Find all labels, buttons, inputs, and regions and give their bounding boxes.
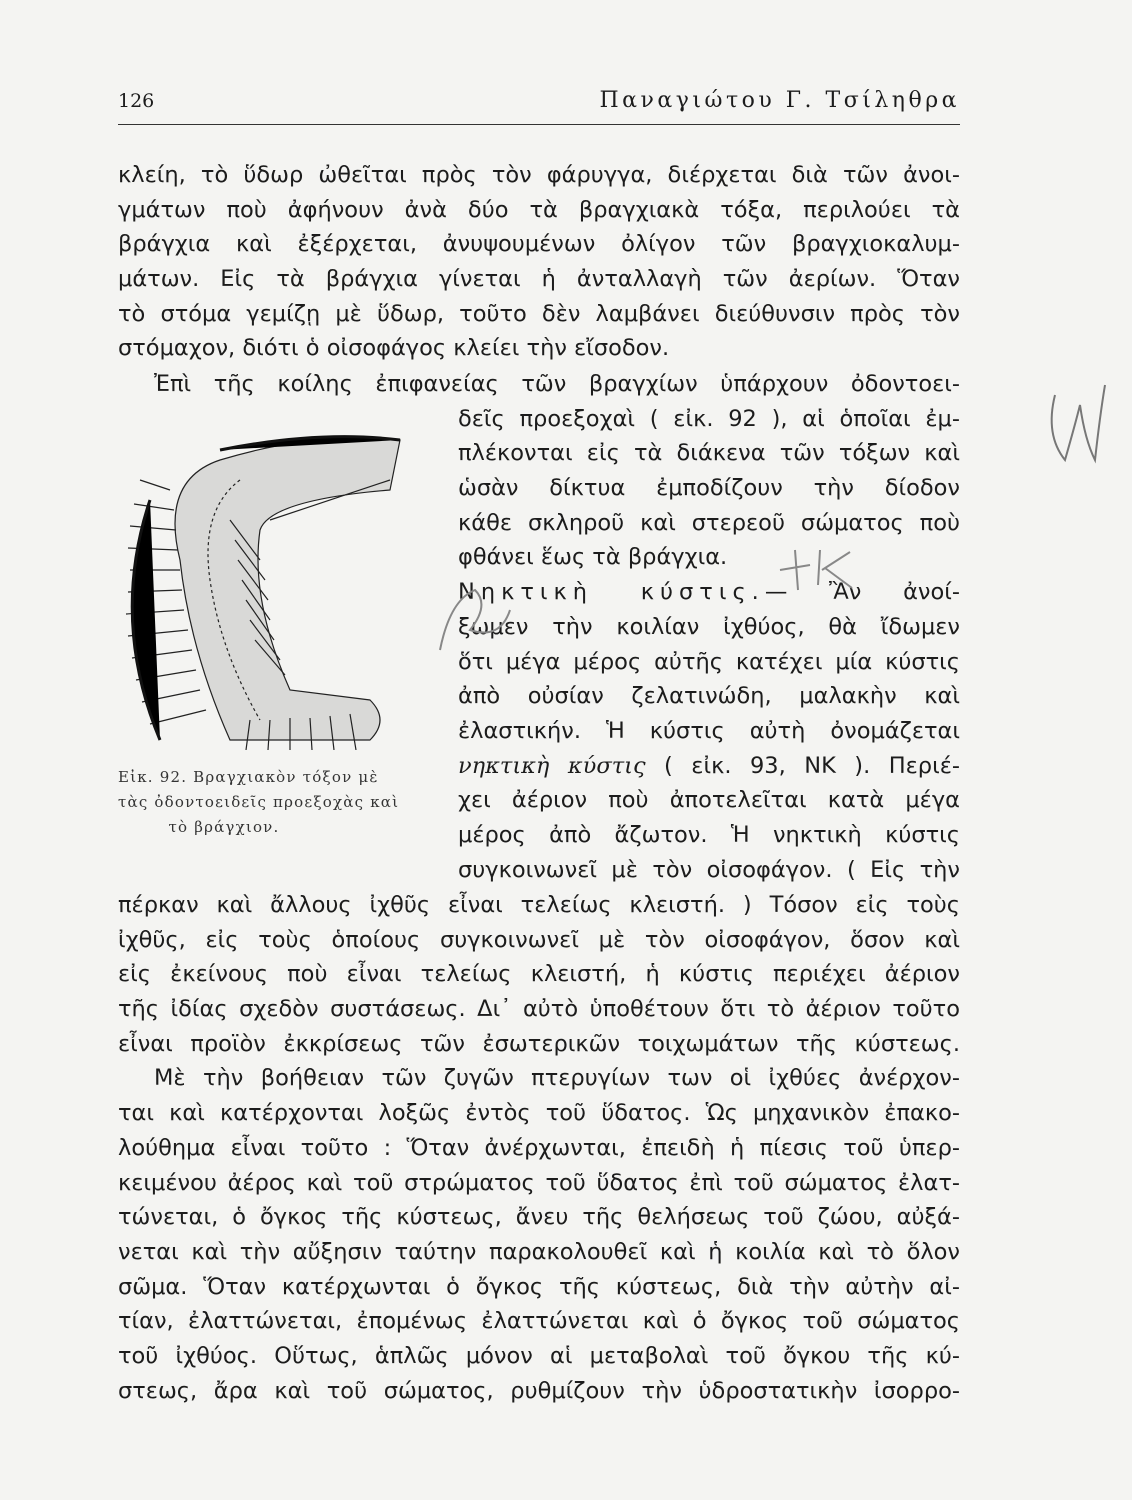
text-line: στόμαχον, διότι ὁ οἰσοφάγος κλείει τὴν εἴσοδον.	[118, 335, 670, 362]
text-line: πέρκαν καὶ ἄλλους ἰχθῦς εἶναι τελείως κλειστή. ) Τόσον εἰς τοὺς	[118, 892, 960, 918]
text-line: χει ἀέριον ποὺ ἀποτελεῖται κατὰ μέγα	[458, 787, 960, 814]
text-line: λούθημα εἶναι τοῦτο : Ὅταν ἀνέρχωνται, ἐπειδὴ ἡ πίεσις τοῦ ὑπερ-	[118, 1134, 960, 1161]
page-number: 126	[118, 90, 155, 112]
text-line: ὡσὰν δίκτυα ἐμποδίζουν τὴν δίοδον	[458, 475, 960, 502]
text-line: ξωμεν τὴν κοιλίαν ἰχθύος, θὰ ἴδωμεν	[458, 613, 960, 640]
text-line: εἶναι προϊὸν ἐκκρίσεως τῶν ἐσωτερικῶν τοιχωμάτων τῆς κύστεως.	[118, 1030, 960, 1057]
text-line	[458, 749, 960, 784]
paragraph-1	[118, 158, 960, 366]
text-line: ται καὶ κατέρχονται λοξῶς ἐντὸς τοῦ ὕδατος. Ὡς μηχανικὸν ἐπακο-	[118, 1100, 960, 1127]
text-line: νεται καὶ τὴν αὔξησιν ταύτην παρακολουθεῖ καὶ ἡ κοιλία καὶ τὸ ὅλον	[118, 1238, 960, 1265]
running-title: Παναγιώτου Γ. Τσίληθρα	[599, 88, 960, 113]
gill-arch-illustration	[70, 420, 410, 750]
text-line: ἐλαστικήν. Ἡ κύστις αὐτὴ ὀνομάζεται	[458, 717, 960, 744]
paragraph-3	[118, 888, 960, 1408]
text-line: τὸ στόμα γεμίζῃ μὲ ὕδωρ, τοῦτο δὲν λαμβάνει διεύθυνσιν πρὸς τὸν	[118, 300, 960, 327]
text-line: μάτων. Εἰς τὰ βράγχια γίνεται ἡ ἀνταλλαγὴ τῶν ἀερίων. Ὅταν	[118, 266, 960, 293]
italic-term: νηκτικὴ κύστις	[458, 752, 646, 779]
text-line: φθάνει ἕως τὰ βράγχια.	[458, 544, 728, 571]
pencil-scribble-margin	[1035, 365, 1120, 475]
text-line: κάθε σκληροῦ καὶ στερεοῦ σώματος ποὺ	[458, 509, 960, 536]
figure-caption	[118, 765, 400, 840]
text-line: τῆς ἰδίας σχεδὸν συστάσεως. Δι᾽ αὐτὸ ὑποθέτουν ὅτι τὸ ἀέριον τοῦτο	[118, 996, 960, 1023]
text-line: Ἐπὶ τῆς κοίλης ἐπιφανείας τῶν βραγχίων ὑπάρχουν ὀδοντοει-	[154, 371, 960, 397]
text-fragment: ( εἰκ. 93, ΝΚ ). Περιέ-	[664, 752, 960, 779]
caption-line: τὰς ὀδοντοειδεῖς προεξοχὰς καὶ	[118, 793, 400, 811]
text-line: τώνεται, ὁ ὄγκος τῆς κύστεως, ἄνευ τῆς θελήσεως τοῦ ζώου, αὐξά-	[118, 1204, 960, 1231]
section-heading: Νηκτικὴ κύστις.	[458, 579, 765, 606]
text-line: συγκοινωνεῖ μὲ τὸν οἰσοφάγον. ( Εἰς τὴν	[458, 856, 960, 883]
text-line: ἰχθῦς, εἰς τοὺς ὁποίους συγκοινωνεῖ μὲ τὸν οἰσοφάγον, ὅσον καὶ	[118, 926, 960, 953]
text-line: γμάτων ποὺ ἀφήνουν ἀνὰ δύο τὰ βραγχιακὰ τόξα, περιλούει τὰ	[118, 196, 960, 223]
text-line: βράγχια καὶ ἐξέρχεται, ἀνυψουμένων ὀλίγον τῶν βραγχιοκαλυμ-	[118, 231, 960, 258]
text-line: κλείη, τὸ ὕδωρ ὠθεῖται πρὸς τὸν φάρυγγα, διέρχεται διὰ τῶν ἀνοι-	[118, 162, 960, 188]
text-line: τοῦ ἰχθύος. Οὕτως, ἁπλῶς μόνον αἱ μεταβολαὶ τοῦ ὄγκου τῆς κύ-	[118, 1342, 960, 1369]
text-line: μέρος ἀπὸ ἄζωτον. Ἡ νηκτικὴ κύστις	[458, 821, 960, 848]
text-line: Μὲ τὴν βοήθειαν τῶν ζυγῶν πτερυγίων των οἱ ἰχθύες ἀνέρχον-	[154, 1065, 960, 1092]
caption-line: Εἰκ. 92. Βραγχιακὸν τόξον μὲ	[118, 768, 379, 786]
caption-line: τὸ βράγχιον.	[168, 818, 280, 836]
text-line: κειμένου ἀέρος καὶ τοῦ στρώματος τοῦ ὕδατος ἐπὶ τοῦ σώματος ἐλατ-	[118, 1169, 960, 1196]
text-line: ἀπὸ οὐσίαν ζελατινώδη, μαλακὴν καὶ	[458, 683, 960, 710]
page-header	[118, 88, 960, 125]
section-heading-rest: — Ἂν ἀνοί-	[764, 579, 960, 606]
text-line: εἰς ἐκείνους ποὺ εἶναι τελείως κλειστή, ἡ κύστις περιέχει ἀέριον	[118, 961, 960, 988]
text-line: πλέκονται εἰς τὰ διάκενα τῶν τόξων καὶ	[458, 440, 960, 467]
text-line: σῶμα. Ὅταν κατέρχωνται ὁ ὄγκος τῆς κύστεως, διὰ τὴν αὐτὴν αἰ-	[118, 1273, 960, 1300]
text-line: στεως, ἄρα καὶ τοῦ σώματος, ρυθμίζουν τὴν ὑδροστατικὴν ἰσορρο-	[118, 1377, 960, 1404]
pencil-scribble-inline	[420, 530, 890, 670]
text-line: δεῖς προεξοχαὶ ( εἰκ. 92 ), αἱ ὁποῖαι ἐμ-	[458, 405, 960, 432]
text-line: ὅτι μέγα μέρος αὐτῆς κατέχει μία κύστις	[458, 648, 960, 675]
text-line: τίαν, ἐλαττώνεται, ἐπομένως ἐλαττώνεται καὶ ὁ ὄγκος τοῦ σώματος	[118, 1308, 960, 1335]
